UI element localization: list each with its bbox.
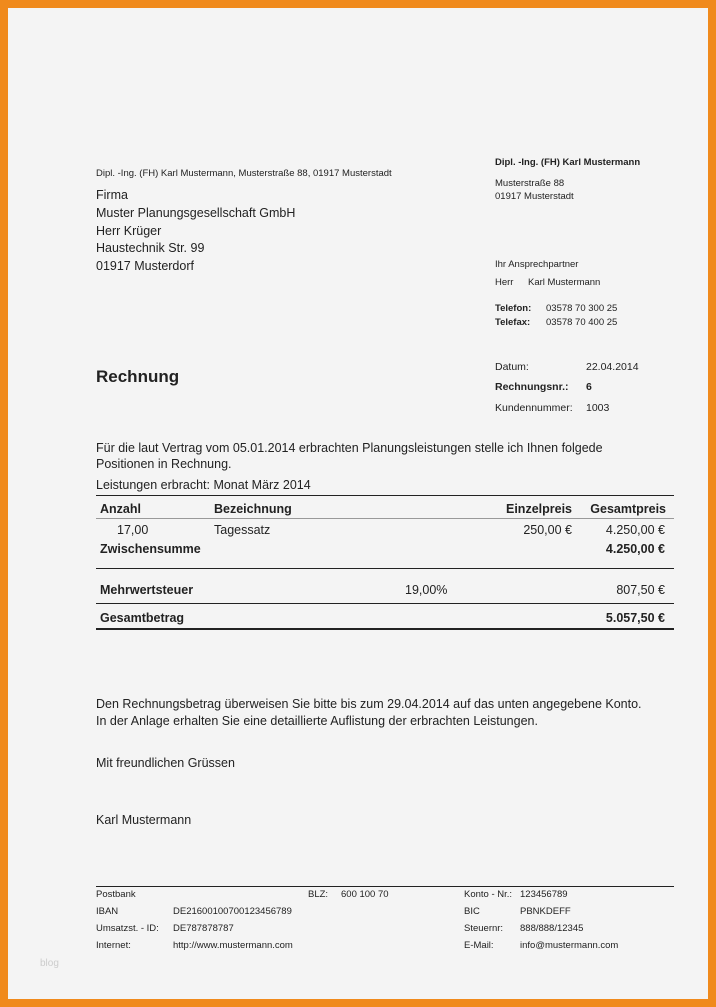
footer-iban-label: IBAN (96, 906, 119, 917)
intro-text: Positionen in Rechnung. (96, 457, 232, 471)
recipient-line: Haustechnik Str. 99 (96, 241, 205, 255)
col-header-description: Bezeichnung (214, 502, 292, 516)
footer-email-label: E-Mail: (464, 940, 494, 951)
row-total-price: 4.250,00 € (605, 523, 665, 537)
vat-label: Mehrwertsteuer (100, 583, 194, 597)
total-rule (96, 628, 674, 630)
col-header-unit-price: Einzelpreis (506, 502, 572, 516)
footer-iban: DE21600100700123456789 (173, 906, 292, 917)
sender-street: Musterstraße 88 (495, 178, 565, 189)
subtotal-value: 4.250,00 € (605, 542, 665, 556)
table-top-rule (96, 495, 674, 496)
footer-blz: 600 100 70 (341, 889, 389, 900)
footer-vat-id-label: Umsatzst. - ID: (96, 923, 159, 934)
date-value: 22.04.2014 (586, 361, 639, 373)
contact-salutation: Herr (495, 277, 514, 288)
total-label: Gesamtbetrag (100, 611, 185, 625)
vat-rule (96, 603, 674, 604)
attachment-note: In der Anlage erhalten Sie eine detaillierte Auflistung der erbrachten Leistungen. (96, 714, 538, 728)
watermark: blog (40, 958, 59, 969)
header-rule (96, 518, 674, 519)
service-period: Leistungen erbracht: Monat März 2014 (96, 478, 311, 492)
footer-bic: PBNKDEFF (520, 906, 571, 917)
contact-label: Ihr Ansprechpartner (495, 259, 579, 270)
customer-number-value: 1003 (586, 402, 610, 414)
footer-blz-label: BLZ: (308, 889, 329, 900)
vat-rate: 19,00% (405, 583, 448, 597)
footer-internet-label: Internet: (96, 940, 131, 951)
sender-city: 01917 Musterstadt (495, 191, 574, 202)
footer-internet[interactable]: http://www.mustermann.com (173, 940, 293, 951)
phone-label: Telefon: (495, 303, 532, 314)
footer-bic-label: BIC (464, 906, 480, 917)
subtotal-rule (96, 568, 674, 569)
recipient-line: Firma (96, 188, 128, 202)
customer-number-label: Kundennummer: (495, 402, 573, 414)
vat-value: 807,50 € (616, 583, 665, 597)
contact-name: Karl Mustermann (528, 277, 601, 288)
fax-value: 03578 70 400 25 (546, 317, 618, 328)
greeting: Mit freundlichen Grüssen (96, 756, 235, 770)
invoice-number-label: Rechnungsnr.: (495, 381, 569, 393)
footer-rule (96, 886, 674, 887)
footer-tax-label: Steuernr: (464, 923, 504, 934)
footer-bank: Postbank (96, 889, 136, 900)
footer-tax: 888/888/12345 (520, 923, 584, 934)
recipient-line: Herr Krüger (96, 224, 162, 238)
row-quantity: 17,00 (117, 523, 149, 537)
footer-konto-label: Konto - Nr.: (464, 889, 513, 900)
col-header-quantity: Anzahl (100, 502, 141, 516)
payment-instruction: Den Rechnungsbetrag überweisen Sie bitte bis zum 29.04.2014 auf das unten angegebene Konto. (96, 697, 642, 711)
subtotal-label: Zwischensumme (100, 542, 201, 556)
recipient-line: 01917 Musterdorf (96, 259, 194, 273)
signature-name: Karl Mustermann (96, 813, 192, 827)
phone-value: 03578 70 300 25 (546, 303, 618, 314)
fax-label: Telefax: (495, 317, 531, 328)
footer-vat-id: DE787878787 (173, 923, 234, 934)
col-header-total-price: Gesamtpreis (590, 502, 666, 516)
invoice-number-value: 6 (586, 381, 592, 393)
row-unit-price: 250,00 € (523, 523, 572, 537)
document-title: Rechnung (96, 367, 180, 386)
footer-konto: 123456789 (520, 889, 568, 900)
total-value: 5.057,50 € (605, 611, 665, 625)
sender-name: Dipl. -Ing. (FH) Karl Mustermann (495, 157, 641, 168)
sender-return-line: Dipl. -Ing. (FH) Karl Mustermann, Musterstraße 88, 01917 Musterstadt (96, 168, 392, 179)
recipient-line: Muster Planungsgesellschaft GmbH (96, 206, 296, 220)
row-description: Tagessatz (214, 523, 271, 537)
date-label: Datum: (495, 361, 529, 373)
footer-email[interactable]: info@mustermann.com (520, 940, 619, 951)
intro-text: Für die laut Vertrag vom 05.01.2014 erbrachten Planungsleistungen stelle ich Ihnen folgede (96, 441, 603, 455)
